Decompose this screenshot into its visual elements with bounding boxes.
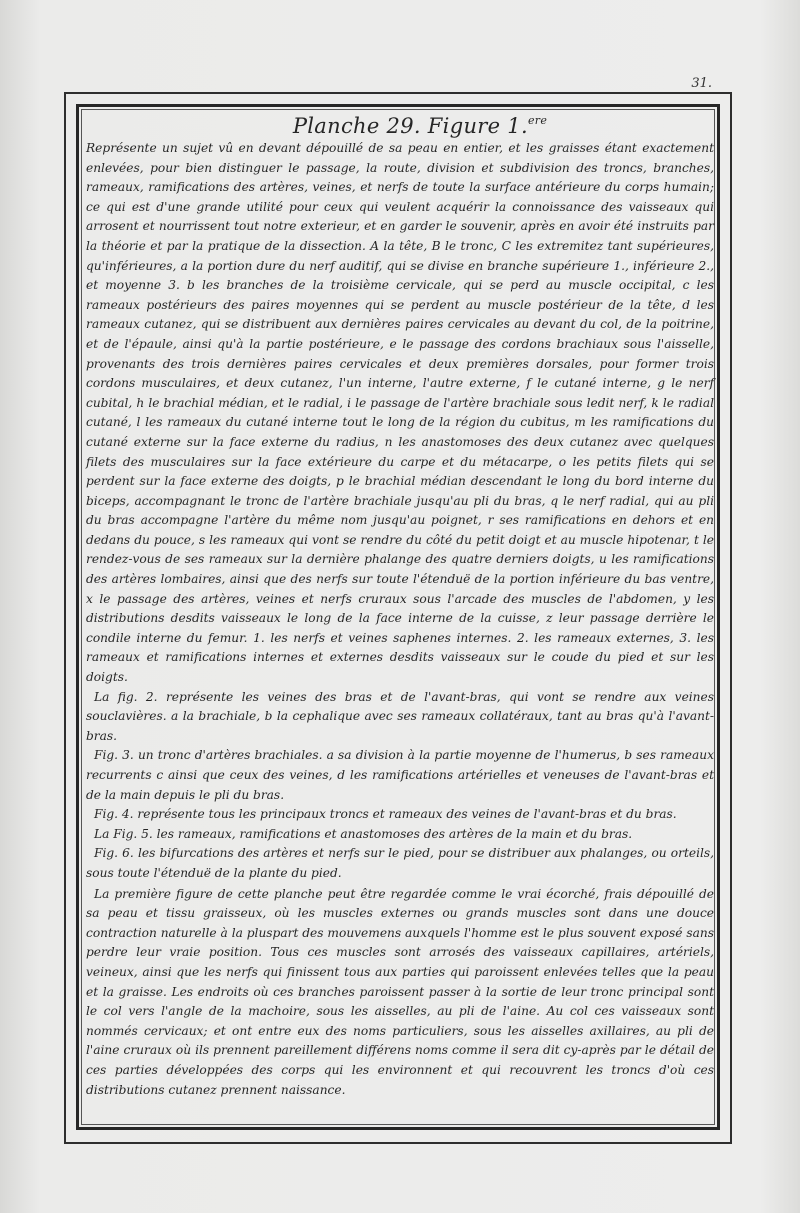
plate-title-superscript: ere [527,114,548,127]
paragraph-figure-5: La Fig. 5. les rameaux, ramifications et anastomoses des artères de la main et du bras. [94,826,633,841]
paragraph-figure-4: Fig. 4. représente tous les principaux troncs et rameaux des veines de l'avant-bras et du bras. [94,807,677,822]
paragraph-figure-1: Représente un sujet vû en devant dépouillé de sa peau en entier, et les graisses étant exactement enlevées, pour bien distinguer le passage, la route, division et subdivision des troncs, branches, rameaux, ramifications des artères, veines, et nerfs de toute la surface antérieure du corps humain; ce qui est d'une grande utilité pour ceux qui veulent acquérir la connoissance des vaisseaux qui arrosent et nourrissent tout notre exterieur, et en garder le souvenir, après en avoir été instruits par la théorie et par la pratique de la dissection. A la tête, B le tronc, C les extremitez tant supérieures, qu'inférieures, a la portion dure du nerf auditif, qui se divise en branche supérieure 1., inférieure 2., et moyenne 3. b les branches de la troisième cervicale, qui se perd au muscle occipital, c les rameaux postérieurs des paires moyennes qui se perdent au muscle postérieur de la tête, d les rameaux cutanez, qui se distribuent aux dernières paires cervicales au devant du col, de la poitrine, et de l'épaule, ainsi qu'à la partie postérieure, e le passage des cordons brachiaux sous l'aisselle, provenants des trois dernières paires cervicales et deux premières dorsales, pour former trois cordons musculaires, et deux cutanez, l'un interne, l'autre externe, f le cutané interne, g le nerf cubital, h le brachial médian, et le radial, i le passage de l'artère brachiale sous ledit nerf, k le radial cutané, l les rameaux du cutané interne tout le long de la région du cubitus, m les ramifications du cutané externe sur la face externe du radius, n les anastomoses des deux cutanez avec quelques filets des musculaires sur la face extérieure du carpe et du métacarpe, o les petits filets qui se perdent sur la face externe des doigts, p le brachial médian descendant le long du bord interne du biceps, accompagnant le tronc de l'artère brachiale jusqu'au pli du bras, q le nerf radial, qui au pli du bras accompagne l'artère du même nom jusqu'au poignet, r ses ramifications en dehors et en dedans du pouce, s les rameaux qui vont se rendre du côté du petit doigt et au muscle hipotenar, t le rendez-vous de ses rameaux sur la dernière phalange des quatre derniers doigts, u les ramifications des artères lombaires, ainsi que des nerfs sur toute l'étenduë de la portion inférieure du bas ventre, x le passage des artères, veines et nerfs cruraux sous l'arcade des muscles de l'abdomen, y les distributions desdits vaisseaux le long de la face interne de la cuisse, z leur passage derrière le condile interne du femur. 1. les nerfs et veines saphenes internes. 2. les rameaux externes, 3. les rameaux et ramifications internes et externes desdits vaisseaux sur le coude du pied et sur les doigts. [86,141,714,685]
page-number: 31. [691,76,712,91]
paragraph-commentary: La première figure de cette planche peut être regardée comme le vrai écorché, frais dépouillé de sa peau et tissu graisseux, où les muscles externes ou grands muscles sont dans une douce contraction naturelle à la pluspart des mouvemens auxquels l'homme est le plus souvent exposé sans perdre leur vraie position. Tous ces muscles sont arrosés des vaisseaux capillaires, artériels, veineux, ainsi que les nerfs qui finissent tous aux parties qui paroissent enlevées telles que la peau et la graisse. Les endroits où ces branches paroissent passer à la sortie de leur tronc principal sont le col vers l'angle de la machoire, sous les aisselles, au pli de l'aine. Au col ces vaisseaux sont nommés cervicaux; et ont entre eux des noms particuliers, sous les aisselles axillaires, au pli de l'aine cruraux où ils prennent pareillement différens noms comme il sera dit cy-après par le détail de ces parties développées des corps qui les environnent et qui recouvrent les troncs d'où ces distributions cutanez prennent naissance. [86,886,714,1097]
paragraph-figure-2: La fig. 2. représente les veines des bras et de l'avant-bras, qui vont se rendre aux veines souclavières. a la brachiale, b la cephalique avec ses rameaux collatéraux, tant au bras qu'à l'avant-bras. [86,689,714,743]
plate-title [86,108,714,139]
text-block [86,108,714,1100]
paragraph-figure-6: Fig. 6. les bifurcations des artères et nerfs sur le pied, pour se distribuer aux phalanges, ou orteils, sous toute l'étenduë de la plante du pied. [86,846,714,880]
plate-title-text: Planche 29. Figure 1. [292,114,528,138]
paragraph-figure-3: Fig. 3. un tronc d'artères brachiales. a sa division à la partie moyenne de l'humerus, b ses rameaux recurrents c ainsi que ceux des veines, d les ramifications artérielles et veneuses de l'avant-bras et de la main depuis le pli du bras. [86,748,714,802]
